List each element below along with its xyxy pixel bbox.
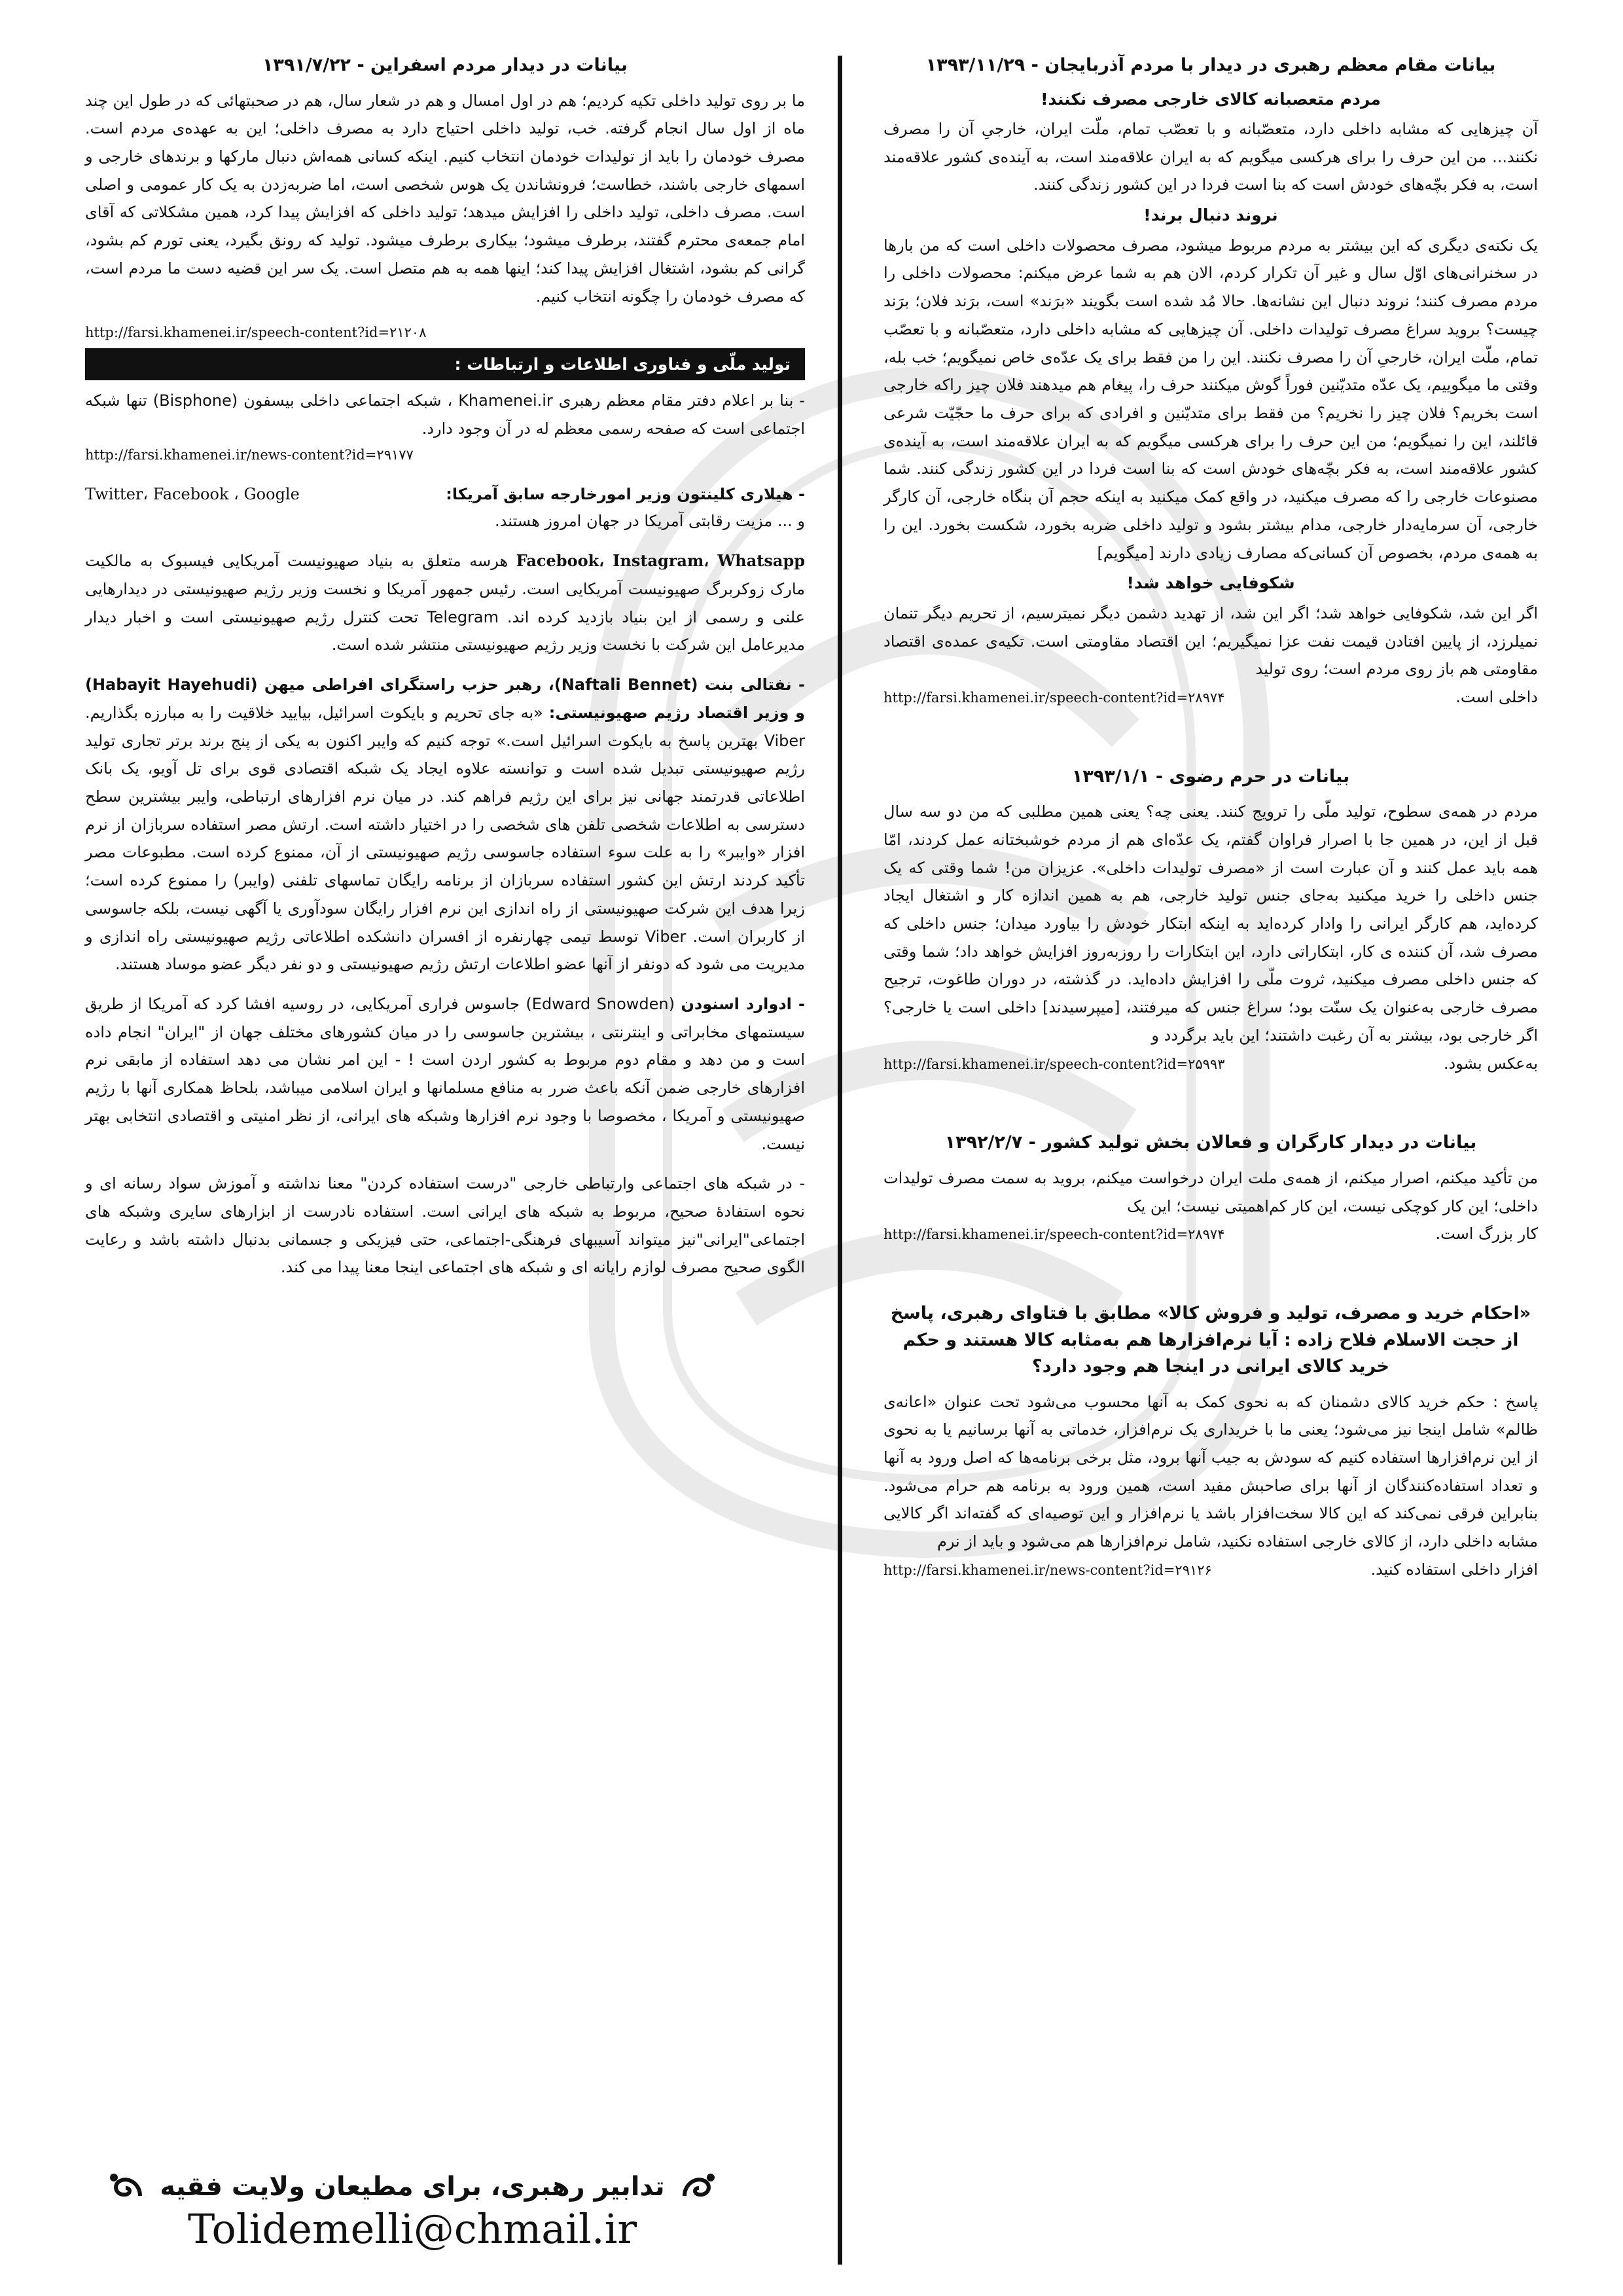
paragraph [85,990,805,1158]
paragraph: مردم در همه‌ی سطوح، تولید ملّی را ترویج کنند. یعنی چه؟ یعنی همین مطلبی که من دو سه سال قبل از این، در همین جا با اصرار فراوان گفتم، یک عدّه‌ای هم از مردم خوشبختانه عمل کردند، امّا همه باید عمل کنند و آن عبارت است از «مصرف تولیدات داخلی». عزیزان من! شما وقتی که یک جنس داخلی را خرید میکنید به‌جای جنس تولید خارجی، هم به همین اندازه کار و اشتغال ایجاد کرده‌اید، هم کارگر ایرانی را وادار کرده‌اید به اینکه ابتکار خودش را بیاورد میدان؛ جنس داخلی که مصرف شد، آن کننده ی کار، ابتکاراتی دارد، این ابتکارات را روزبه‌روز افزایش خواهد داد؛ شما وقتی که جنس داخلی مصرف میکنید، ثروت ملّی را افزایش داده‌اید. در گذشته، در دوران طاغوت، ترجیح مصرف خارجی به‌عنوان یک سنّت بود؛ سراغ جنس که میرفتند، [میپرسیدند] داخلی است یا خارجی؟ اگر خارجی بود، بیشتر به آن رغبت داشتند؛ این باید برگردد و [883,802,1538,1045]
paragraph: - در شبکه های اجتماعی وارتباطی خارجی "درست استفاده کردن" معنا نداشته و آموزش سواد رسانه ای و نحوه استفادهٔ صحیح، مربوط به شبکه های ایرانی است. استفاده نادرست از ابزارهای سایری وشبکه های اجتماعی"ایرانی"نیز میتواند آسیبهای فرهنگی-اجتماعی، حتی فیزیکی و جسمانی بدنبال داشته باشد و رعایت الگوی صحیح مصرف لوازم رایانه ای و شبکه های اجتماعی اینجا معنا پیدا می کند. [85,1174,805,1277]
paragraph: من تأکید میکنم، اصرار میکنم، از همه‌ی ملت ایران درخواست میکنم، بروید به سمت مصرف تولیدات داخلی؛ این کار کوچکی نیست، این کار کم‌اهمیتی نیست؛ این یک [883,1168,1538,1215]
source-line [883,683,1538,711]
calligraphy-ornament-icon [679,2170,719,2204]
paragraph-tail: داخلی است. [1455,687,1538,706]
paragraph: یک نکته‌ی دیگری که این بیشتر به مردم مربوط میشود، مصرف محصولات داخلی است که من بارها در سخنرانی‌های اوّل سال و غیر آن تکرار کردم، الان هم به شما عرض میکنم: محصولات داخلی را مردم مصرف کنند؛ نروند دنبال این نشانه‌ها. حالا مُد شده است بگویند «برَند» است، برَند فلان؛ برَند چیست؟ بروید سراغ مصرف تولیدات داخلی. آن چیزهایی که مشابه داخلی دارد، متعصّبانه و با تعصّب تمام، ملّت ایران، خارجیِ آن را مصرف نکنند. این را من فقط برای یک عدّه‌ی خاص نمیگویم؛ خب بله، وقتی ما میگوییم، یک عدّه متدیّنین فوراً گوش میکنند حرف را، پیغام هم میدهند فلان چیز راکه خارجی است بخریم؟ فلان چیز را نخریم؟ من فقط برای متدیّنین و افرادی که برای حرف ما حجّیّت شرعی قائلند، این را نمیگویم؛ من این حرف را برای هرکسی میگویم که به ایران علاقه‌مند است، به آینده‌ی کشور علاقه‌مند است، به فکر بچّه‌های خودش است که بنا است فردا در این کشور زندگی کنند. شما مصنوعات خارجی را که مصرف میکنید، در واقع کمک میکنید به اینکه حجم آن بنگاه خارجی، آن کارگر خارجی، آن سرمایه‌دار خارجی، مدام بیشتر بشود و تولید داخلی ضربه بخورد، شکست بخورد. این را به همه‌ی مردم، بخصوص آن کسانی‌که مصارف زیادی دارند [میگویم] [883,236,1538,562]
footer [98,2170,726,2253]
source-line [883,1050,1538,1078]
paragraph: ما بر روی تولید داخلی تکیه کردیم؛ هم در اول امسال و هم در شعار سال، هم در صحبتهائی که در طول این چند ماه از اول سال انجام گرفته. خب، تولید داخلی احتیاج دارد به مصرف داخلی؛ این به عهده‌ی مردم است. مصرف خودمان را باید از تولیدات خودمان انتخاب کنیم. اینکه کسانی همه‌اش دنبال مارکها و برندهای خارجی و اسمهای خارجی باشند، خطاست؛ فرونشاندن یک هوس شخصی است، اما ضربه‌زدن به یک کار عمومی و اصلی است. مصرف داخلی، تولید داخلی را افزایش میدهد؛ تولید داخلی که افزایش پیدا کرد، همین مشکلاتی که آقای امام جمعه‌ی محترم گفتند، برطرف میشود؛ بیکاری برطرف میشود. تولید که رونق بگیرد، یعنی تورم کم بشود، گرانی کم بشود، اشتغال افزایش پیدا کند؛ اینها همه به هم متصل است. یک سر این قضیه دست ما مردم است، که مصرف خودمان را چگونه انتخاب کنیم. [85,91,805,306]
right-column [883,46,1538,1584]
paragraph-tail: کار بزرگ است. [1435,1225,1538,1244]
source-link[interactable]: http://farsi.khamenei.ir/speech-content?id=۲۸۹۷۴ [883,1227,1225,1243]
paragraph: پاسخ : حکم خرید کالای دشمنان که به نحوی کمک به آنها محسوب می‌شود تحت عنوان «اعانه‌ی ظالم» شامل اینجا نیز می‌شود؛ یعنی ما با خریداری یک نرم‌افزار، خدماتی به آنها برسانیم یا به نحوی از این نرم‌افزارها استفاده کنیم که سودش به جیب آنها برود، مثل برخی برنامه‌ها که اصل ورود به آنها و تعداد استفاده‌کنندگان از آنها برای صاحبش مفید است، همین ورود به برنامه هم حرام می‌شود. بنابراین فرقی نمی‌کند که این کالا سخت‌افزار باشد یا نرم‌افزار و این توصیه‌ای که گفته‌اند اگر کالایی مشابه داخلی دارد، از کالای خارجی استفاده نکنید، شامل نرم‌افزارها هم می‌شود و باید از نرم [883,1392,1538,1551]
quote-speaker: - هیلاری کلینتون وزیر امورخارجه سابق آمریکا: [446,484,805,503]
section-title: بیانات در حرم رضوی - ۱۳۹۳/۱/۱ [1071,766,1350,787]
section-title: بیانات مقام معظم رهبری در دیدار با مردم آذربایجان - ۱۳۹۳/۱۱/۲۹ [925,55,1496,75]
column-divider [838,56,842,2265]
section-banner: تولید ملّی و فناوری اطلاعات و ارتباطات : [85,348,805,380]
section-subtitle: نروند دنبال برند! [1143,206,1278,225]
source-line [883,1556,1538,1584]
source-link[interactable]: http://farsi.khamenei.ir/speech-content?id=۲۸۹۷۴ [883,689,1225,706]
footer-slogan-row [98,2170,726,2204]
paragraph-body: (Edward Snowden) جاسوس فراری آمریکایی، در روسیه افشا کرد که آمریکا از طریق سیستمهای مخابراتی و اینترنتی ، بیشترین جاسوسی را در میان کشورهای مختلف جهان از "ایران" انجام داده است و من دهد و مقام دوم مربوط به کشور اردن است ! - این امر نشان می دهد استفاده از مابقی نرم افزارهای خارجی ضمن آنکه باعث ضرر به منافع مسلمانها و ایران اسلامی میباشد، بلحاظ همکاری آنها با رژیم صهیونیستی و آمریکا ، مخصوصا با وجود نرم افزارها وشبکه های ایرانی، از نظر امنیتی و اقتصادی انتخابی بهتر نیست. [85,994,805,1153]
contact-email[interactable]: Tolidemelli@chmail.ir [187,2205,637,2253]
source-link[interactable]: http://farsi.khamenei.ir/speech-content?id=۲۵۹۹۳ [883,1056,1225,1072]
source-link[interactable]: http://farsi.khamenei.ir/news-content?id=۲۹۱۷۷ [85,446,414,463]
paragraph: - بنا بر اعلام دفتر مقام معظم رهبری Khamenei.ir ، شبکه اجتماعی داخلی بیسفون (Bisphone) تنها شبکه اجتماعی است که صفحه رسمی معظم له در آن وجود دارد. [85,391,806,438]
paragraph-tail: افزار داخلی استفاده کنید. [1370,1560,1538,1579]
paragraph: آن چیزهایی که مشابه داخلی دارد، متعصّبانه و با تعصّب تمام، ملّت ایران، خارجیِ آن را مصرف نکنند... من این حرف را برای هرکسی میگویم که به ایران علاقه‌مند است، به آینده‌ی کشور علاقه‌مند است، به فکر بچّه‌های خودش است که بنا است فردا در این کشور زندگی کنند. [883,120,1538,194]
footer-slogan: تدابیر رهبری، برای مطیعان ولایت فقیه [160,2172,665,2202]
paragraph-tail: به‌عکس بشود. [1443,1054,1538,1073]
paragraph [85,671,805,978]
paragraph-body: «به جای تحریم و بایکوت اسرائیل، بیایید خلاقیت را به مبارزه بگذاریم. Viber بهترین پاسخ به بایکوت اسرائیل است.» توجه کنیم که وایبر اکنون به یکی از پنج برند برتر تجاری تولید رژیم صهیونیستی تبدیل شده است و توانسته علاوه ایجاد یک شبکه اقتصادی قوی برای تل آویو، یک بانک اطلاعاتی قدرتمند جهانی نیز برای این رژیم فراهم کند. در میان نرم افزارهای ارتباطی، وایبر بیشترین سطح دسترسی به اطلاعات شخصی تلفن های شخصی را در اختیار داشته است. ارتش مصر استفاده سربازان از نرم افزار «وایبر» را به علت سوء استفاده جاسوسی رژیم صهیونیستی از آن، ممنوع کرده است. مطبوعات مصر تأکید کردند ارتش این کشور استفاده سربازان از برنامه رایگان تماسهای تلفنی (وایبر) را ممنوع کرده است؛ زیرا هدف این شرکت صهیونیستی از راه اندازی این نرم افزار رایگان سودآوری یا آگهی نیست، بلکه جاسوسی از کاربران است. Viber توسط تیمی چهارنفره از افسران دانشکده اطلاعاتی رژیم صهیونیستی راه اندازی و مدیریت می شود که دونفر از آنها عضو اطلاعات ارتش رژیم صهیونیستی و دو نفر دیگر عضو موساد هستند. [85,703,805,974]
left-column [85,46,805,1282]
section-title: بیانات در دیدار مردم اسفراین - ۱۳۹۱/۷/۲۲ [262,55,628,75]
calligraphy-ornament-icon [106,2170,145,2204]
section-subtitle: مردم متعصبانه کالای خارجی مصرف نکنند! [1041,89,1381,109]
brand-list: Twitter، Facebook ، Google [85,484,300,503]
source-link[interactable]: http://farsi.khamenei.ir/news-content?id=۲۹۱۲۶ [883,1562,1212,1578]
paragraph: اگر این شد، شکوفایی خواهد شد؛ اگر این شد، از تهدید دشمن دیگر نمیترسیم، از تحریم دیگر تنمان نمیلرزد، از پایین افتادن قیمت نفت عزا نمیگیریم؛ این اقتصاد مقاومتی است. تکیه‌ی عمده‌ی اقتصاد مقاومتی هم باز روی مردم است؛ روی تولید [883,603,1538,679]
paragraph: و ... مزیت رقابتی آمریکا در جهان امروز هستند. [495,512,805,531]
section-title: بیانات در دیدار کارگران و فعالان بخش تولید کشور - ۱۳۹۲/۲/۷ [944,1132,1477,1153]
source-line [883,1220,1538,1248]
paragraph-body: هرسه متعلق به بنیاد صهیونیست آمریکایی فیسبوک به مالکیت مارک زوکربرگ صهیونیست آمریکایی است. رئیس جمهور آمریکا و نخست وزیر رژیم صهیونیستی در دیدارهایی علنی و رسمی از این بنیاد بازدید کرده اند. Telegram تحت کنترل رژیم صهیونیستی است و اخبار دیدار مدیرعامل این شرکت با نخست وزیر رژیم صهیونیستی منتشر شده است. [85,552,806,655]
quote-speaker: - نفتالی بنت (Naftali Bennet)، رهبر حزب راستگرای افراطی میهن (Habayit Hayehudi) و وزیر اقتصاد رژیم صهیونیستی: [85,675,805,722]
quote-header [85,481,805,508]
section-title: «احکام خرید و مصرف، تولید و فروش کالا» مطابق با فتاوای رهبری، پاسخ از حجت الاسلام فلاح زاده : آیا نرم‌افزارها هم به‌مثابه کالا هستند و حکم خرید کالای ایرانی در اینجا هم وجود دارد؟ [890,1303,1531,1376]
section-subtitle: شکوفایی خواهد شد! [1126,573,1295,593]
quote-speaker: - ادوارد اسنودن [681,994,805,1013]
paragraph [85,547,805,659]
source-link[interactable]: http://farsi.khamenei.ir/speech-content?id=۲۱۲۰۸ [85,325,427,341]
brand-list: Facebook، Instagram، Whatsapp [516,551,806,571]
